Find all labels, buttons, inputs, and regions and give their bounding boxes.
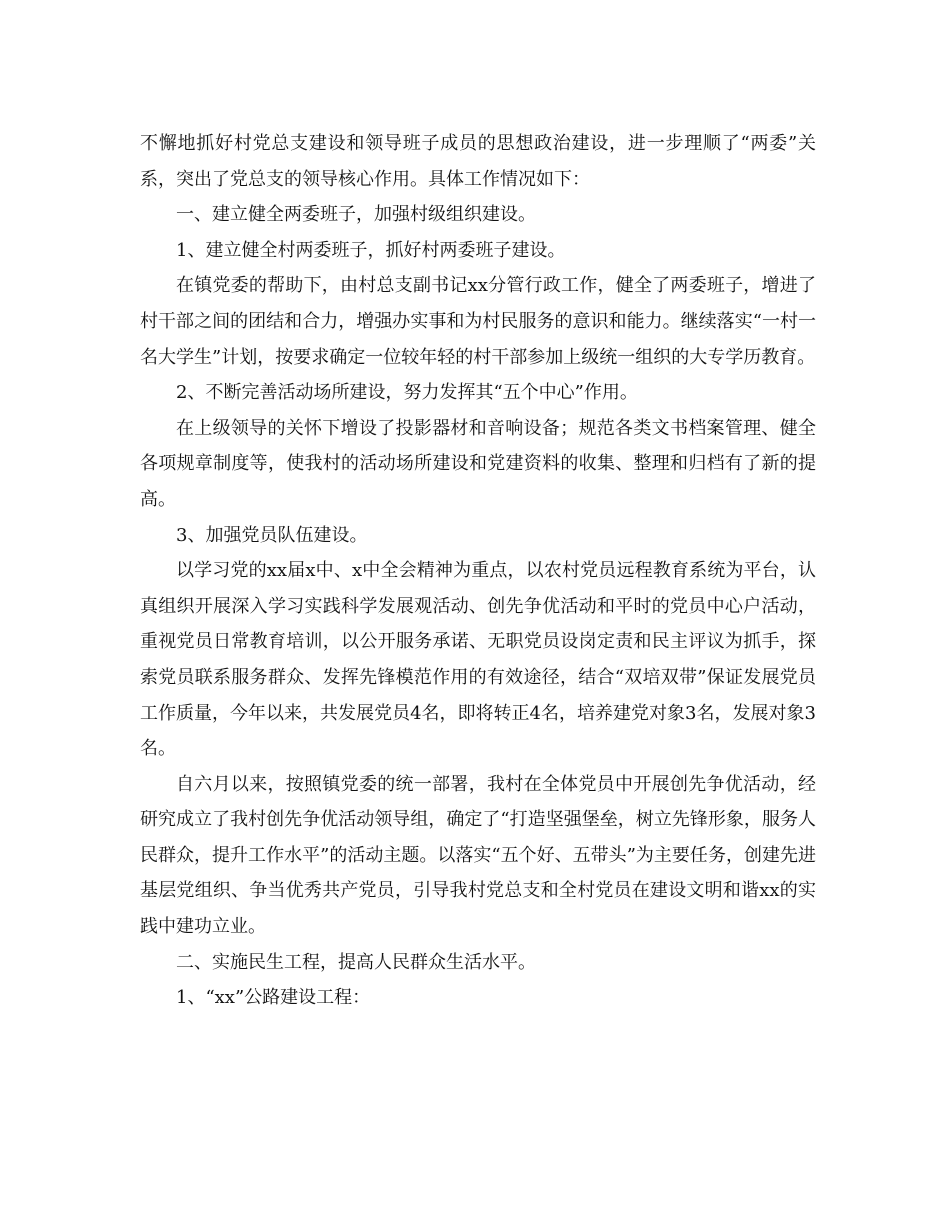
- paragraph-1-1-body: 在镇党委的帮助下，由村总支副书记xx分管行政工作，健全了两委班子，增进了村干部之间的团结和合力，增强办实事和为村民服务的意识和能力。继续落实“一村一名大学生”计划，按要求确定一位较年轻的村干部参加上级统一组织的大专学历教育。: [140, 275, 816, 368]
- subheading-1-1: 1、建立健全村两委班子，抓好村两委班子建设。: [176, 239, 566, 261]
- subheading-2-1: 1、“xx”公路建设工程：: [176, 987, 371, 1009]
- subheading-1-2: 2、不断完善活动场所建设，努力发挥其“五个中心”作用。: [176, 382, 638, 404]
- heading-section-1: 一、建立健全两委班子，加强村级组织建设。: [176, 204, 536, 226]
- paragraph-1-2-body: 在上级领导的关怀下增设了投影器材和音响设备；规范各类文书档案管理、健全各项规章制度等，使我村的活动场所建设和党建资料的收集、整理和归档有了新的提高。: [140, 417, 816, 510]
- document-body: [140, 126, 816, 1016]
- subheading-1-3: 3、加强党员队伍建设。: [176, 524, 368, 546]
- paragraph-1-3-activity: 自六月以来，按照镇党委的统一部署，我村在全体党员中开展创先争优活动，经研究成立了我村创先争优活动领导组，确定了“打造坚强堡垒，树立先锋形象，服务人民群众，提升工作水平”的活动主题。以落实“五个好、五带头”为主要任务，创建先进基层党组织、争当优秀共产党员，引导我村党总支和全村党员在建设文明和谐xx的实践中建功立业。: [140, 773, 816, 938]
- paragraph-intro: 不懈地抓好村党总支建设和领导班子成员的思想政治建设，进一步理顺了“两委”关系，突出了党总支的领导核心作用。具体工作情况如下：: [140, 133, 816, 190]
- paragraph-1-3-body: 以学习党的xx届x中、x中全会精神为重点，以农村党员远程教育系统为平台，认真组织开展深入学习实践科学发展观活动、创先争优活动和平时的党员中心户活动，重视党员日常教育培训，以公开服务承诺、无职党员设岗定责和民主评议为抓手，探索党员联系服务群众、发挥先锋模范作用的有效途径，结合“双培双带”保证发展党员工作质量，今年以来，共发展党员4名，即将转正4名，培养建党对象3名，发展对象3名。: [140, 560, 816, 760]
- heading-section-2: 二、实施民生工程，提高人民群众生活水平。: [176, 951, 536, 973]
